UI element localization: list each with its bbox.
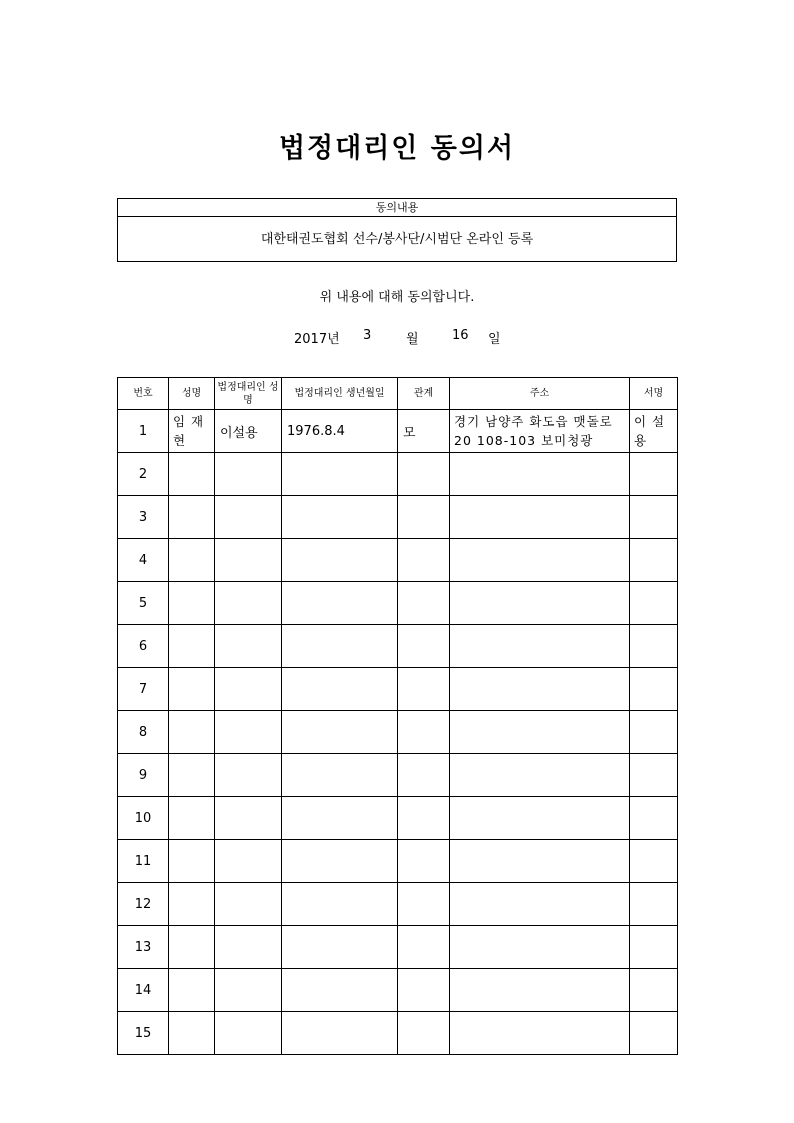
row-signature bbox=[630, 496, 678, 539]
row-name bbox=[169, 840, 215, 883]
row-number: 6 bbox=[118, 625, 169, 668]
row-signature bbox=[630, 582, 678, 625]
row-name bbox=[169, 668, 215, 711]
row-signature bbox=[630, 883, 678, 926]
row-guardian-name bbox=[215, 539, 282, 582]
row-address bbox=[450, 668, 630, 711]
row-guardian-birth bbox=[282, 926, 398, 969]
row-guardian-name bbox=[215, 754, 282, 797]
row-address bbox=[450, 453, 630, 496]
row-name bbox=[169, 883, 215, 926]
row-relation bbox=[398, 969, 450, 1012]
row-guardian-name bbox=[215, 453, 282, 496]
table-row bbox=[118, 926, 678, 969]
row-signature bbox=[630, 797, 678, 840]
date-month-unit: 월 bbox=[406, 332, 419, 347]
table-row bbox=[118, 539, 678, 582]
row-name bbox=[169, 625, 215, 668]
row-address bbox=[450, 969, 630, 1012]
header-address: 주소 bbox=[450, 378, 630, 410]
row-address bbox=[450, 883, 630, 926]
row-relation bbox=[398, 539, 450, 582]
row-name bbox=[169, 539, 215, 582]
table-row bbox=[118, 840, 678, 883]
row-guardian-name bbox=[215, 625, 282, 668]
row-address bbox=[450, 539, 630, 582]
row-signature bbox=[630, 754, 678, 797]
row-name bbox=[169, 453, 215, 496]
row-relation bbox=[398, 711, 450, 754]
row-signature bbox=[630, 840, 678, 883]
row-name bbox=[169, 797, 215, 840]
row-name bbox=[169, 711, 215, 754]
table-header-row bbox=[118, 378, 678, 410]
row-address bbox=[450, 926, 630, 969]
row-address bbox=[450, 840, 630, 883]
row-guardian-name bbox=[215, 1012, 282, 1055]
table-row bbox=[118, 496, 678, 539]
header-relation: 관계 bbox=[398, 378, 450, 410]
row-guardian-name bbox=[215, 582, 282, 625]
row-number: 8 bbox=[118, 711, 169, 754]
agreement-statement: 위 내용에 대해 동의합니다. bbox=[319, 290, 475, 305]
row-address bbox=[450, 1012, 630, 1055]
row-relation bbox=[398, 797, 450, 840]
row-number: 13 bbox=[118, 926, 169, 969]
table-row bbox=[118, 754, 678, 797]
row-signature bbox=[630, 1012, 678, 1055]
row-signature bbox=[630, 539, 678, 582]
table-row bbox=[118, 668, 678, 711]
row-name bbox=[169, 582, 215, 625]
row-address bbox=[450, 797, 630, 840]
row-guardian-name bbox=[215, 926, 282, 969]
row-name bbox=[169, 969, 215, 1012]
row-address bbox=[450, 625, 630, 668]
row-number: 1 bbox=[118, 410, 169, 453]
row-signature: 이 설 용 bbox=[630, 410, 678, 453]
row-guardian-birth bbox=[282, 1012, 398, 1055]
header-number: 번호 bbox=[118, 378, 169, 410]
row-address bbox=[450, 711, 630, 754]
row-relation bbox=[398, 496, 450, 539]
row-number: 9 bbox=[118, 754, 169, 797]
row-number: 14 bbox=[118, 969, 169, 1012]
table-row bbox=[118, 883, 678, 926]
row-name bbox=[169, 754, 215, 797]
row-name bbox=[169, 1012, 215, 1055]
consent-content: 대한태권도협회 선수/봉사단/시범단 온라인 등록 bbox=[260, 232, 534, 247]
row-guardian-name bbox=[215, 711, 282, 754]
row-number: 5 bbox=[118, 582, 169, 625]
row-relation: 모 bbox=[398, 410, 450, 453]
guardian-table bbox=[117, 377, 678, 1055]
table-row bbox=[118, 453, 678, 496]
row-relation bbox=[398, 754, 450, 797]
row-signature bbox=[630, 625, 678, 668]
date-day-unit: 일 bbox=[488, 332, 501, 347]
row-number: 12 bbox=[118, 883, 169, 926]
row-guardian-birth: 1976.8.4 bbox=[282, 410, 398, 453]
page-title: 법정대리인 동의서 bbox=[278, 133, 516, 164]
table-row bbox=[118, 969, 678, 1012]
table-row bbox=[118, 711, 678, 754]
date-month: 3 bbox=[363, 328, 372, 343]
header-signature: 서명 bbox=[630, 378, 678, 410]
row-relation bbox=[398, 883, 450, 926]
table-row bbox=[118, 582, 678, 625]
row-number: 4 bbox=[118, 539, 169, 582]
row-guardian-name bbox=[215, 883, 282, 926]
header-guardian-name: 법정대리인 성명 bbox=[215, 378, 282, 410]
row-signature bbox=[630, 969, 678, 1012]
consent-box bbox=[117, 198, 677, 262]
date-day: 16 bbox=[452, 328, 469, 343]
row-guardian-birth bbox=[282, 453, 398, 496]
row-guardian-birth bbox=[282, 668, 398, 711]
row-address bbox=[450, 582, 630, 625]
row-guardian-name bbox=[215, 797, 282, 840]
row-guardian-birth bbox=[282, 496, 398, 539]
row-signature bbox=[630, 668, 678, 711]
row-guardian-name bbox=[215, 969, 282, 1012]
table-row bbox=[118, 625, 678, 668]
row-number: 10 bbox=[118, 797, 169, 840]
row-relation bbox=[398, 840, 450, 883]
row-guardian-birth bbox=[282, 711, 398, 754]
row-relation bbox=[398, 668, 450, 711]
row-name bbox=[169, 926, 215, 969]
table-row bbox=[118, 1012, 678, 1055]
row-number: 7 bbox=[118, 668, 169, 711]
row-signature bbox=[630, 926, 678, 969]
row-signature bbox=[630, 453, 678, 496]
row-guardian-birth bbox=[282, 582, 398, 625]
row-name bbox=[169, 496, 215, 539]
row-guardian-birth bbox=[282, 883, 398, 926]
row-relation bbox=[398, 926, 450, 969]
row-guardian-name bbox=[215, 668, 282, 711]
row-relation bbox=[398, 625, 450, 668]
row-signature bbox=[630, 711, 678, 754]
table-row bbox=[118, 410, 678, 453]
row-guardian-birth bbox=[282, 969, 398, 1012]
row-address bbox=[450, 754, 630, 797]
row-relation bbox=[398, 453, 450, 496]
row-relation bbox=[398, 582, 450, 625]
row-guardian-birth bbox=[282, 840, 398, 883]
row-name: 임 재 현 bbox=[169, 410, 215, 453]
row-guardian-name bbox=[215, 496, 282, 539]
date-year: 2017년 bbox=[294, 332, 340, 347]
row-guardian-birth bbox=[282, 539, 398, 582]
row-guardian-name: 이설용 bbox=[215, 410, 282, 453]
table-row bbox=[118, 797, 678, 840]
row-number: 3 bbox=[118, 496, 169, 539]
header-guardian-birth: 법정대리인 생년월일 bbox=[282, 378, 398, 410]
header-name: 성명 bbox=[169, 378, 215, 410]
row-guardian-birth bbox=[282, 754, 398, 797]
row-relation bbox=[398, 1012, 450, 1055]
row-number: 15 bbox=[118, 1012, 169, 1055]
row-guardian-name bbox=[215, 840, 282, 883]
row-number: 11 bbox=[118, 840, 169, 883]
row-guardian-birth bbox=[282, 625, 398, 668]
row-number: 2 bbox=[118, 453, 169, 496]
row-address bbox=[450, 496, 630, 539]
row-address: 경기 남양주 화도읍 맷돌로20 108-103 보미청광 bbox=[450, 410, 630, 453]
consent-heading: 동의내용 bbox=[118, 199, 676, 217]
row-guardian-birth bbox=[282, 797, 398, 840]
